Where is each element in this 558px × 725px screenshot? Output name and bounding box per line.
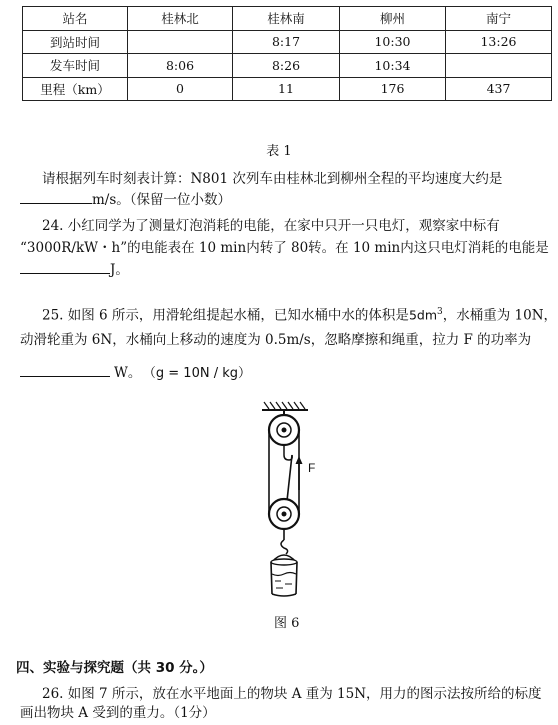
table-cell bbox=[128, 30, 233, 54]
table-caption: 表 1 bbox=[266, 144, 292, 159]
q25-line1 bbox=[42, 301, 557, 328]
table-cell: 8:17 bbox=[233, 30, 340, 54]
table-cell: 8:26 bbox=[233, 54, 340, 78]
table-row bbox=[23, 30, 552, 54]
q25-volume: 5dm bbox=[408, 307, 438, 323]
answer-blank[interactable] bbox=[20, 189, 92, 204]
table-header-row bbox=[23, 7, 552, 31]
table-header-cell: 柳州 bbox=[340, 7, 446, 31]
q26-line1: 26. 如图 7 所示，放在水平地面上的物块 A 重为 15N，用力的图示法按所给的标度 bbox=[42, 686, 542, 702]
table-cell: 8:06 bbox=[128, 54, 233, 78]
table-header-cell: 站名 bbox=[23, 7, 128, 31]
bucket-hook bbox=[272, 529, 296, 562]
figure-caption: 图 6 bbox=[274, 616, 300, 631]
q24-unit: J。 bbox=[110, 262, 129, 278]
train-timetable bbox=[22, 6, 552, 101]
q26-line2: 画出物块 A 受到的重力。（1分） bbox=[20, 705, 216, 721]
force-arrow bbox=[296, 456, 303, 490]
q23-answer-line bbox=[20, 189, 231, 212]
table-cell bbox=[446, 54, 552, 78]
q25-answer-line bbox=[20, 362, 251, 385]
q23-unit: m/s。（保留一位小数） bbox=[92, 192, 232, 208]
table-cell: 10:34 bbox=[340, 54, 446, 78]
q25-unit: W。 bbox=[114, 365, 142, 381]
table-cell: 到站时间 bbox=[23, 30, 128, 54]
answer-blank[interactable] bbox=[20, 259, 110, 274]
q25-line1-a: 25. 如图 6 所示，用滑轮组提起水桶，已知水桶中水的体积是 bbox=[42, 307, 409, 324]
q25-line1-b: ，水桶重为 10N， bbox=[442, 307, 558, 324]
table-header-cell: 桂林北 bbox=[128, 7, 233, 31]
ceiling-support bbox=[262, 402, 308, 416]
table-cell: 13:26 bbox=[446, 30, 552, 54]
table-cell: 里程（km） bbox=[23, 77, 128, 101]
fixed-pulley bbox=[269, 415, 299, 445]
table-row bbox=[23, 54, 552, 78]
table-cell: 176 bbox=[340, 77, 446, 101]
movable-pulley bbox=[269, 499, 299, 529]
table-cell: 10:30 bbox=[340, 30, 446, 54]
water-bucket bbox=[271, 559, 297, 596]
table-cell: 发车时间 bbox=[23, 54, 128, 78]
q24-answer-line bbox=[20, 259, 129, 282]
table-header-cell: 桂林南 bbox=[233, 7, 340, 31]
q24-line2: “3000R/kW・h”的电能表在 10 min内转了 80转。在 10 min内这只电灯消耗的电能是 bbox=[20, 240, 549, 256]
section-heading: 四、实验与探究题（共 30 分。） bbox=[16, 660, 213, 676]
table-row bbox=[23, 77, 552, 101]
force-label: F bbox=[308, 461, 316, 475]
q25-volume-exponent: 3 bbox=[437, 307, 443, 317]
table-cell: 11 bbox=[233, 77, 340, 101]
answer-blank[interactable] bbox=[20, 362, 110, 377]
table-cell: 437 bbox=[446, 77, 552, 101]
table-header-cell: 南宁 bbox=[446, 7, 552, 31]
q25-g-note: （g = 10N / kg） bbox=[149, 366, 251, 381]
q23-text: 请根据列车时刻表计算：N801 次列车由桂林北到柳州全程的平均速度大约是 bbox=[42, 171, 503, 187]
q24-line1: 24. 小红同学为了测量灯泡消耗的电能，在家中只开一只电灯，观察家中标有 bbox=[42, 218, 500, 234]
pulley-figure bbox=[250, 398, 330, 603]
q25-line2: 动滑轮重为 6N，水桶向上移动的速度为 0.5m/s，忽略摩擦和绳重，拉力 F 的功率为 bbox=[20, 332, 532, 348]
table-cell: 0 bbox=[128, 77, 233, 101]
